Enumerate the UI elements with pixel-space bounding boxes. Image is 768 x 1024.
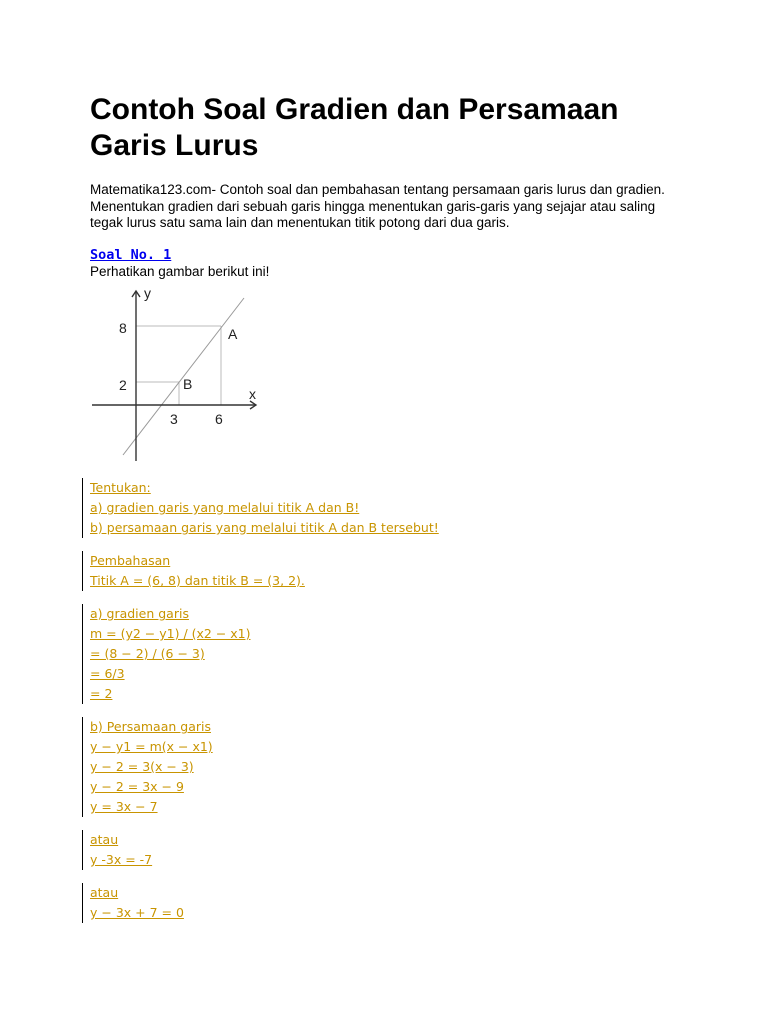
- point-a-label: A: [228, 326, 238, 342]
- solution-line-text: = 2: [90, 686, 113, 701]
- pembahasan-block: [82, 551, 305, 591]
- solution-line-text: y − 2 = 3(x − 3): [90, 759, 194, 774]
- solution-line[interactable]: [90, 717, 213, 737]
- solution-line-text: y -3x = -7: [90, 852, 153, 867]
- soal-instruction: Perhatikan gambar berikut ini!: [90, 264, 270, 279]
- solution-line-text: y − y1 = m(x − x1): [90, 739, 213, 754]
- solution-line-text: y − 2 = 3x − 9: [90, 779, 184, 794]
- solution-line[interactable]: [90, 624, 251, 644]
- solution-line[interactable]: [90, 883, 184, 903]
- solution-line[interactable]: [90, 551, 305, 571]
- solution-line[interactable]: [90, 664, 251, 684]
- gradien-block: [82, 604, 251, 704]
- page-title: Contoh Soal Gradien dan Persamaan Garis Lurus: [90, 93, 619, 162]
- solution-line[interactable]: [90, 478, 439, 498]
- y-tick-2: 2: [119, 377, 127, 393]
- solution-line-text: Tentukan:: [90, 480, 151, 495]
- solution-line-text: a) gradien garis yang melalui titik A dan B!: [90, 500, 360, 515]
- solution-line-text: = (8 − 2) / (6 − 3): [90, 646, 205, 661]
- solution-line-text: Titik A = (6, 8) dan titik B = (3, 2).: [90, 573, 305, 588]
- solution-line[interactable]: [90, 571, 305, 591]
- y-tick-8: 8: [119, 320, 127, 336]
- soal-link[interactable]: Soal No. 1: [90, 247, 172, 263]
- atau-block-2: [82, 883, 184, 923]
- solution-line-text: a) gradien garis: [90, 606, 189, 621]
- question-block: [82, 478, 439, 538]
- solution-line[interactable]: [90, 777, 213, 797]
- axis-label-x: x: [249, 386, 256, 402]
- solution-line[interactable]: [90, 604, 251, 624]
- solution-line[interactable]: [90, 797, 213, 817]
- solution-line[interactable]: [90, 684, 251, 704]
- axis-label-y: y: [144, 285, 151, 301]
- solution-line[interactable]: [90, 518, 439, 538]
- graph-figure: [90, 283, 265, 463]
- solution-line-text: y = 3x − 7: [90, 799, 158, 814]
- solution-line[interactable]: [90, 644, 251, 664]
- solution-line[interactable]: [90, 737, 213, 757]
- persamaan-block: [82, 717, 213, 817]
- solution-line-text: y − 3x + 7 = 0: [90, 905, 184, 920]
- solution-line-text: b) persamaan garis yang melalui titik A dan B tersebut!: [90, 520, 439, 535]
- atau-block-1: [82, 830, 152, 870]
- solution-line-text: Pembahasan: [90, 553, 171, 568]
- solution-line[interactable]: [90, 757, 213, 777]
- solution-line-text: atau: [90, 885, 119, 900]
- x-tick-3: 3: [170, 411, 178, 427]
- x-tick-6: 6: [215, 411, 223, 427]
- solution-line[interactable]: [90, 498, 439, 518]
- solution-line[interactable]: [90, 903, 184, 923]
- solution-line-text: b) Persamaan garis: [90, 719, 211, 734]
- solution-line[interactable]: [90, 830, 152, 850]
- point-b-label: B: [183, 376, 193, 392]
- solution-line-text: = 6/3: [90, 666, 125, 681]
- solution-line-text: m = (y2 − y1) / (x2 − x1): [90, 626, 251, 641]
- solution-line-text: atau: [90, 832, 119, 847]
- solution-line[interactable]: [90, 850, 152, 870]
- intro-paragraph: Matematika123.com- Contoh soal dan pembahasan tentang persamaan garis lurus dan gradien. Menentukan gradien dari sebuah garis hingga menentukan garis-garis yang sejajar atau saling tegak lurus satu sama lain dan menentukan titik potong dari dua garis.: [90, 182, 665, 230]
